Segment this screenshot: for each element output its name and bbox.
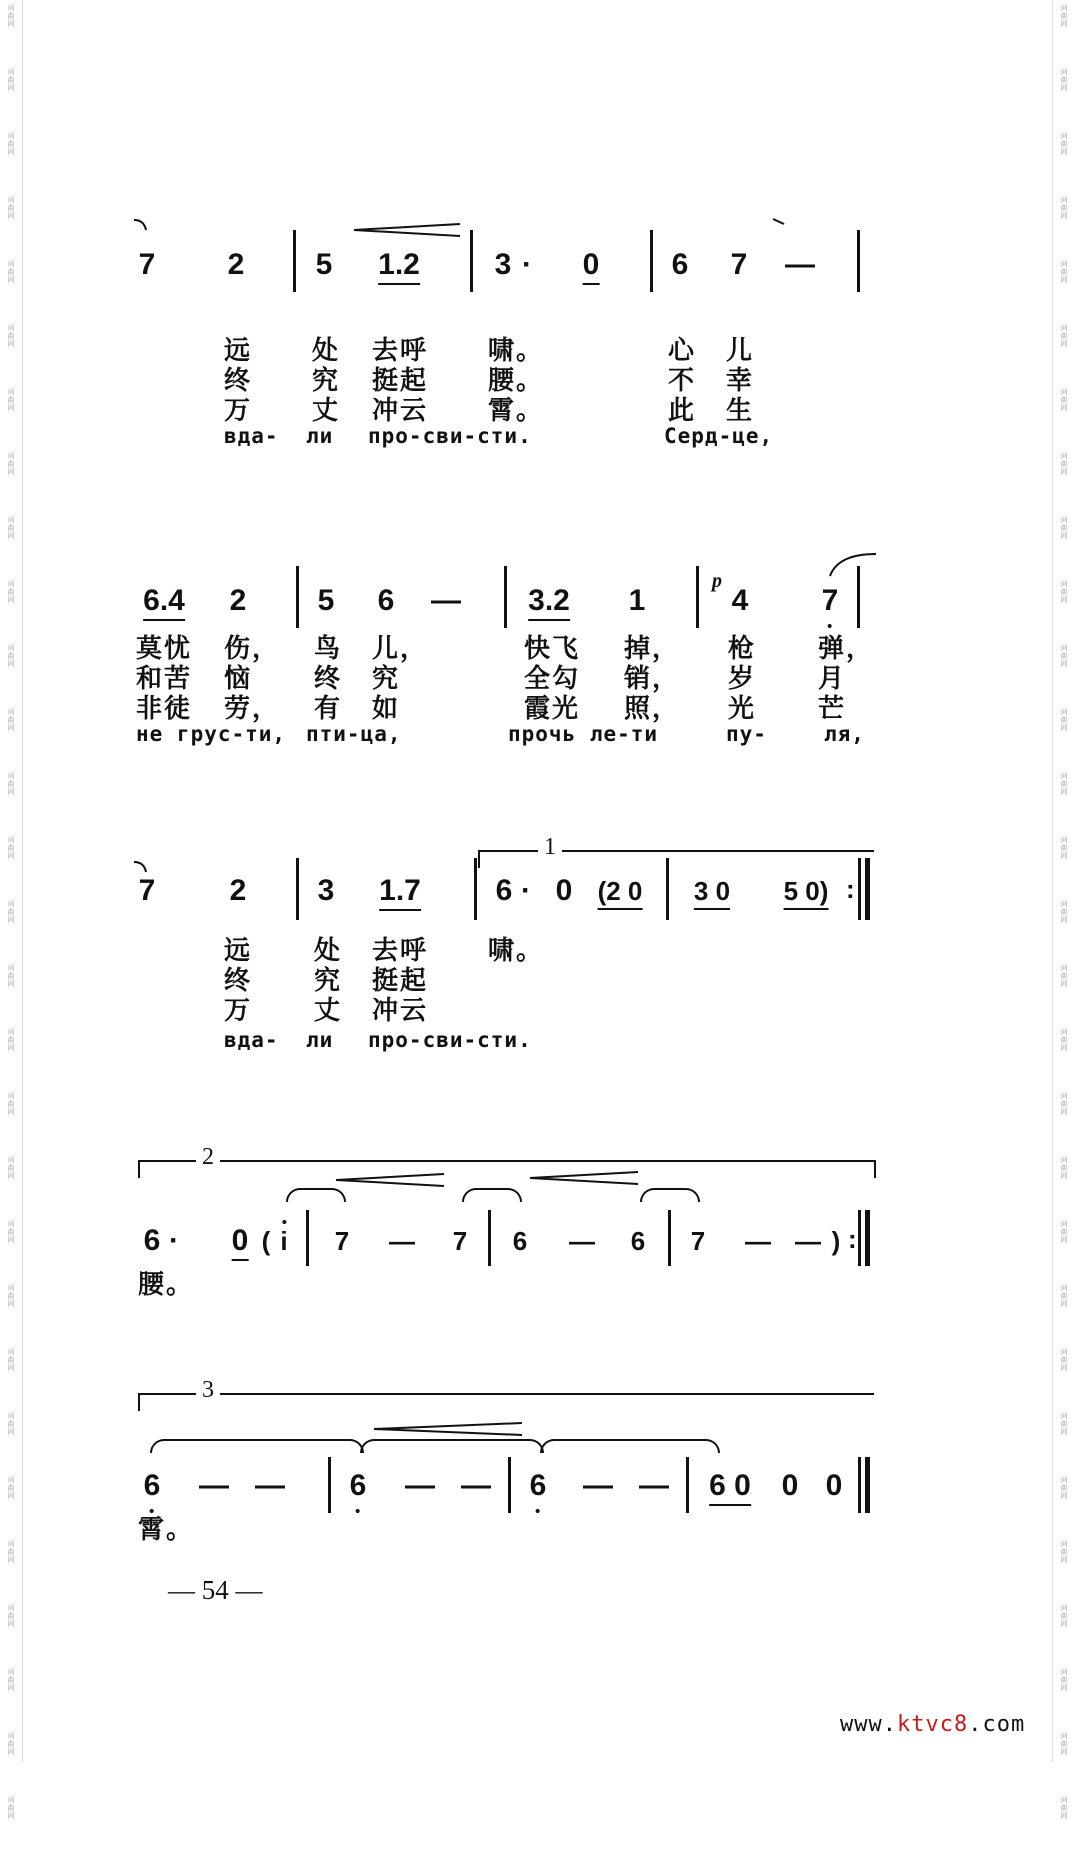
note: 0 <box>555 874 573 907</box>
lyric: 非徒 <box>136 694 193 724</box>
lyric: 冲云 <box>372 396 429 426</box>
lyric: 丈 <box>312 396 341 426</box>
lyric: 生 <box>726 396 755 426</box>
watermark-text: 词 曲 网 <box>1060 1476 1068 1500</box>
watermark-text: 词 曲 网 <box>7 1540 15 1564</box>
russian-lyric: ля, <box>824 722 865 746</box>
rest: 0 <box>781 1469 799 1502</box>
lyric: 有 <box>314 694 343 724</box>
note: 0 <box>232 1224 249 1261</box>
volta-number: 3 <box>196 1377 220 1404</box>
lyric: 岁 <box>728 664 757 694</box>
dash: — <box>389 1226 415 1256</box>
russian-lyric: прочь ле-ти <box>508 722 659 746</box>
note: 6.4 <box>143 584 185 621</box>
watermark-text: 词 曲 网 <box>7 708 15 732</box>
watermark-text: 词 曲 网 <box>7 1476 15 1500</box>
volta-bracket <box>138 1393 874 1411</box>
note: 6 <box>143 1224 161 1257</box>
lyric: 枪 <box>728 634 757 664</box>
watermark-text: 词 曲 网 <box>1060 196 1068 220</box>
note-high: i <box>280 1226 288 1256</box>
lyric: 幸 <box>726 366 755 396</box>
note-group: 3 0 <box>694 876 730 910</box>
watermark-text: 词 曲 网 <box>7 196 15 220</box>
russian-lyric: про-сви-сти. <box>368 424 532 448</box>
repeat-dots-icon: : <box>846 874 855 904</box>
dot: · <box>169 1224 179 1257</box>
lyric: 挺起 <box>372 366 429 396</box>
note: 5 <box>317 584 335 617</box>
note-group: 5 0) <box>784 876 829 910</box>
lyric: 远 <box>224 936 253 966</box>
note: 1.7 <box>379 874 421 911</box>
lyric: 万 <box>224 996 253 1026</box>
note-low: 7 <box>821 584 839 617</box>
lyric: 万 <box>224 396 253 426</box>
note: 5 <box>315 248 333 281</box>
watermark-text: 词 曲 网 <box>1060 1668 1068 1692</box>
barline <box>488 1210 491 1266</box>
tie-mark-icon <box>772 218 786 226</box>
watermark-text: 词 曲 网 <box>7 1348 15 1372</box>
watermark-text: 词 曲 网 <box>7 68 15 92</box>
barline <box>857 230 860 292</box>
watermark-text: 词 曲 网 <box>1060 452 1068 476</box>
dot: · <box>522 248 532 281</box>
dash: — <box>461 1469 491 1502</box>
watermark-text: 词 曲 网 <box>1060 1284 1068 1308</box>
watermark-text: 词 曲 网 <box>1060 1156 1068 1180</box>
lyric: 处 <box>312 336 341 366</box>
barline <box>504 566 507 628</box>
barline <box>474 858 477 920</box>
site-brand: ktvc8 <box>896 1712 969 1737</box>
watermark-text: 词 曲 网 <box>1060 1732 1068 1756</box>
lyric: 啸。 <box>488 936 545 966</box>
lyric: 究 <box>312 366 341 396</box>
crescendo-icon <box>334 1172 446 1188</box>
watermark-text: 词 曲 网 <box>1060 964 1068 988</box>
lyric: 伤， <box>224 634 281 664</box>
note: 7 <box>452 1226 468 1256</box>
barline <box>306 1210 309 1266</box>
lyric: 此 <box>668 396 697 426</box>
site-watermark[interactable] <box>840 1712 1025 1737</box>
barline <box>296 566 299 628</box>
lyric: 霄。 <box>488 396 545 426</box>
dash: — <box>405 1469 435 1502</box>
final-barline <box>865 1457 870 1513</box>
lyric: 照， <box>624 694 681 724</box>
watermark-text: 词 曲 网 <box>1060 900 1068 924</box>
lyric: 全勾 <box>524 664 581 694</box>
barline <box>858 1457 861 1513</box>
watermark-text: 词 曲 网 <box>1060 1220 1068 1244</box>
watermark-text: 词 曲 网 <box>1060 1348 1068 1372</box>
watermark-text: 词 曲 网 <box>1060 1028 1068 1052</box>
note: 3 <box>494 248 512 281</box>
note-low: 6 <box>529 1469 547 1502</box>
barline <box>668 1210 671 1266</box>
barline <box>293 230 296 292</box>
note: 1 <box>628 584 646 617</box>
lyric: 终 <box>224 366 253 396</box>
barline <box>858 858 861 920</box>
lyric: 究 <box>372 664 401 694</box>
watermark-text: 词 曲 网 <box>1060 1604 1068 1628</box>
dash: — <box>795 1226 821 1256</box>
lyric: 远 <box>224 336 253 366</box>
lyric: 终 <box>224 966 253 996</box>
dash: — <box>255 1469 285 1502</box>
lyric: 弹， <box>818 634 875 664</box>
crescendo-icon <box>372 1421 524 1437</box>
watermark-text: 词 曲 网 <box>7 452 15 476</box>
dash: — <box>569 1226 595 1256</box>
note-group: (2 0 <box>598 876 643 910</box>
russian-lyric: вда- <box>224 424 279 448</box>
volta-bracket <box>138 1160 876 1178</box>
lyric: 鸟 <box>314 634 343 664</box>
watermark-text: 词 曲 网 <box>7 388 15 412</box>
watermark-text: 词 曲 网 <box>1060 516 1068 540</box>
watermark-text: 词 曲 网 <box>7 324 15 348</box>
note: 4 <box>731 584 749 617</box>
lyric: 腰。 <box>488 366 545 396</box>
russian-lyric: пти-ца, <box>306 722 402 746</box>
lyric: 莫忧 <box>136 634 193 664</box>
final-barline <box>865 1210 870 1266</box>
watermark-text: 词 曲 网 <box>7 516 15 540</box>
barline <box>470 230 473 292</box>
note: 6 <box>630 1226 646 1256</box>
russian-lyric: пу- <box>726 722 767 746</box>
watermark-text: 词 曲 网 <box>1060 324 1068 348</box>
lyric: 腰。 <box>138 1270 195 1300</box>
watermark-text: 词 曲 网 <box>1060 836 1068 860</box>
lyric: 销， <box>624 664 681 694</box>
volta-number: 1 <box>538 834 562 861</box>
lyric: 掉， <box>624 634 681 664</box>
watermark-text: 词 曲 网 <box>7 1668 15 1692</box>
slur-icon <box>360 1439 544 1453</box>
watermark-text: 词 曲 网 <box>7 1156 15 1180</box>
site-prefix: www. <box>840 1712 897 1737</box>
note: 6 <box>671 248 689 281</box>
watermark-text: 词 曲 网 <box>1060 4 1068 28</box>
watermark-text: 词 曲 网 <box>1060 388 1068 412</box>
russian-lyric: Серд-це, <box>664 424 774 448</box>
russian-lyric: не грус-ти, <box>136 722 287 746</box>
barline <box>328 1457 331 1513</box>
lyric: 去呼 <box>372 336 429 366</box>
note: 2 <box>229 874 247 907</box>
watermark-text: 词 曲 网 <box>1060 68 1068 92</box>
note: 6 <box>495 874 513 907</box>
note: 7 <box>690 1226 706 1256</box>
lyric: 处 <box>314 936 343 966</box>
lyric: 啸。 <box>488 336 545 366</box>
russian-lyric: ли <box>306 1028 334 1052</box>
repeat-dots-icon: : <box>848 1224 857 1254</box>
watermark-text: 词 曲 网 <box>7 644 15 668</box>
watermark-text: 词 曲 网 <box>1060 580 1068 604</box>
watermark-text: 词 曲 网 <box>7 1284 15 1308</box>
note: 6 <box>377 584 395 617</box>
slur-icon <box>462 1188 522 1202</box>
russian-lyric: ли <box>306 424 334 448</box>
lyric: 如 <box>372 694 401 724</box>
watermark-text: 词 曲 网 <box>1060 708 1068 732</box>
page-number: — 54 — <box>168 1575 263 1605</box>
lyric: 恼 <box>224 664 253 694</box>
watermark-text: 词 曲 网 <box>7 964 15 988</box>
watermark-text: 词 曲 网 <box>7 1796 15 1820</box>
lyric: 芒 <box>818 694 847 724</box>
note: 3 <box>317 874 335 907</box>
dot: · <box>521 874 531 907</box>
note: 7 <box>730 248 748 281</box>
watermark-text: 词 曲 网 <box>1060 132 1068 156</box>
lyric: 心 <box>668 336 697 366</box>
slur-icon <box>150 1439 364 1453</box>
lyric: 冲云 <box>372 996 429 1026</box>
note: 7 <box>138 874 156 907</box>
watermark-text: 词 曲 网 <box>1060 772 1068 796</box>
barline <box>296 858 299 920</box>
note-low: 6 <box>143 1469 161 1502</box>
watermark-text: 词 曲 网 <box>7 1732 15 1756</box>
note: 2 <box>229 584 247 617</box>
lyric: 挺起 <box>372 966 429 996</box>
lyric: 劳， <box>224 694 281 724</box>
note: 2 <box>227 248 245 281</box>
lyric: 究 <box>314 966 343 996</box>
watermark-text: 词 曲 网 <box>7 900 15 924</box>
lyric: 月 <box>818 664 847 694</box>
slur-icon <box>286 1188 346 1202</box>
watermark-text: 词 曲 网 <box>1060 644 1068 668</box>
dash: — <box>639 1469 669 1502</box>
barline <box>686 1457 689 1513</box>
note: 7 <box>138 248 156 281</box>
note: 7 <box>334 1226 350 1256</box>
note: 6 <box>512 1226 528 1256</box>
crescendo-icon <box>528 1170 640 1186</box>
russian-lyric: про-сви-сти. <box>368 1028 532 1052</box>
watermark-text: 词 曲 网 <box>7 1220 15 1244</box>
note: 3.2 <box>528 584 570 621</box>
watermark-text: 词 曲 网 <box>1060 1540 1068 1564</box>
note-low: 6 <box>349 1469 367 1502</box>
lyric: 儿 <box>726 336 755 366</box>
watermark-text: 词 曲 网 <box>7 4 15 28</box>
dash: — <box>431 584 461 617</box>
barline <box>666 858 669 920</box>
paren: ( <box>261 1226 271 1256</box>
barline <box>696 566 699 628</box>
watermark-text: 词 曲 网 <box>7 1412 15 1436</box>
lyric: 霄。 <box>138 1515 195 1545</box>
volta-number: 2 <box>196 1144 220 1171</box>
lyric: 丈 <box>314 996 343 1026</box>
watermark-text: 词 曲 网 <box>1060 260 1068 284</box>
barline <box>857 566 860 628</box>
note-group: 6 0 <box>709 1469 751 1506</box>
watermark-text: 词 曲 网 <box>1060 1796 1068 1820</box>
lyric: 终 <box>314 664 343 694</box>
watermark-text: 词 曲 网 <box>1060 1412 1068 1436</box>
lyric: 霞光 <box>524 694 581 724</box>
lyric: 不 <box>668 366 697 396</box>
rest: 0 <box>825 1469 843 1502</box>
dash: — <box>745 1226 771 1256</box>
watermark-text: 词 曲 网 <box>1060 1092 1068 1116</box>
barline <box>508 1457 511 1513</box>
lyric: 和苦 <box>136 664 193 694</box>
watermark-text: 词 曲 网 <box>7 580 15 604</box>
dash: — <box>583 1469 613 1502</box>
lyric: 去呼 <box>372 936 429 966</box>
dash: — <box>199 1469 229 1502</box>
watermark-text: 词 曲 网 <box>7 1092 15 1116</box>
watermark-text: 词 曲 网 <box>7 132 15 156</box>
site-suffix: .com <box>968 1712 1026 1737</box>
slur-icon <box>540 1439 720 1453</box>
russian-lyric: вда- <box>224 1028 279 1052</box>
watermark-text: 词 曲 网 <box>7 836 15 860</box>
final-barline <box>865 858 870 920</box>
barline <box>858 1210 861 1266</box>
note: 0 <box>583 248 600 285</box>
slur-icon <box>640 1188 700 1202</box>
dynamic-piano: p <box>712 570 722 592</box>
watermark-text: 词 曲 网 <box>7 260 15 284</box>
dash: — <box>785 248 815 281</box>
paren: ) <box>831 1226 841 1256</box>
lyric: 快飞 <box>524 634 581 664</box>
lyric: 儿， <box>372 634 429 664</box>
watermark-text: 词 曲 网 <box>7 772 15 796</box>
lyric: 光 <box>728 694 757 724</box>
note: 1.2 <box>378 248 420 285</box>
barline <box>650 230 653 292</box>
watermark-text: 词 曲 网 <box>7 1604 15 1628</box>
watermark-text: 词 曲 网 <box>7 1028 15 1052</box>
